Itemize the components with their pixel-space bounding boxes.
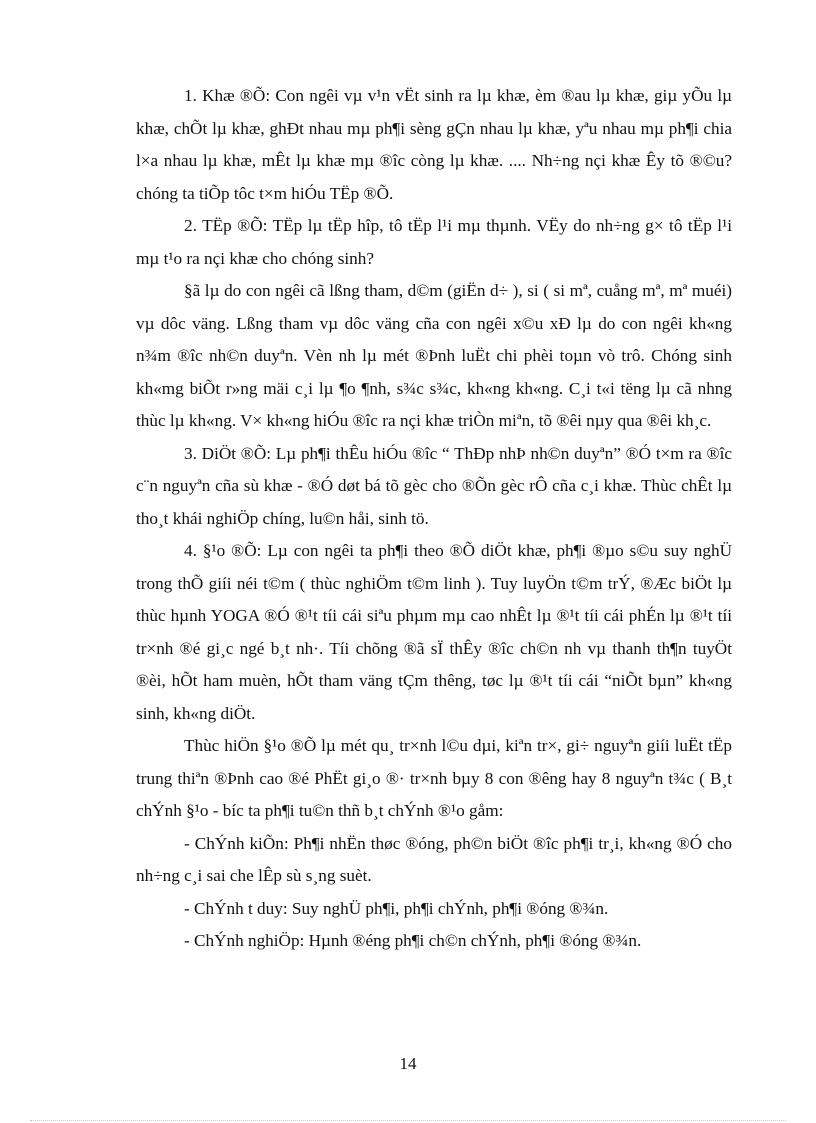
page-number: 14 xyxy=(399,1054,417,1073)
list-item-chinh-nghiep: - ChÝnh nghiÖp: Hµnh ®éng ph¶i ch©n chÝnh, ph¶i ®óng ®¾n. xyxy=(184,931,642,950)
paragraph-tap-de-explanation: §ã lµ do con ngêi cã lßng tham, d©m (giËn d÷ ), si ( si mª, cuång mª, mª muéi) vµ dôc väng. Lßng tham vµ dôc väng cña con ngêi x©u xÐ lµ do con ngêi kh«ng n¾m ®îc nh©n duyªn. Vèn nh lµ mét ®Þnh luËt chi phèi toµn vò trô. Chóng sinh kh«mg biÕt r»ng mäi c¸i lµ ¶o ¶nh, s¾c s¾c, kh«ng kh«ng. C¸i t«i tëng lµ cã nhng thùc lµ kh«ng. V× kh«ng hiÓu ®îc ra nçi khæ triÒn miªn, tõ ®êi nµy qua ®êi kh¸c. xyxy=(136,281,732,430)
paragraph-dao-de: 4. §¹o ®Õ: Lµ con ngêi ta ph¶i theo ®Õ diÖt khæ, ph¶i ®µo s©u suy nghÜ trong thÕ giíi néi t©m ( thùc nghiÖm t©m linh ). Tuy luyÖn t©m trÝ, ®Æc biÖt lµ thùc hµnh YOGA ®Ó ®¹t tíi cái siªu phµm mµ cao nhÊt lµ ®¹t tíi cái phÉn lµ ®¹t tíi tr×nh ®é gi¸c ngé b¸t nh·. Tíi chõng ®ã sÏ thÊy ®îc ch©n nh vµ thanh th¶n tuyÖt ®èi, hÕt ham muèn, hÕt tham väng tÇm thêng, tøc lµ ®¹t tíi cái “niÕt bµn” kh«ng sinh, kh«ng diÖt. xyxy=(136,541,732,723)
body-text xyxy=(136,80,732,958)
list-item-chinh-kien: - ChÝnh kiÕn: Ph¶i nhËn thøc ®óng, ph©n biÖt ®îc ph¶i tr¸i, kh«ng ®Ó cho nh÷ng c¸i sai che lÊp sù s¸ng suèt. xyxy=(136,833,732,885)
list-item-chinh-tu-duy: - ChÝnh t duy: Suy nghÜ ph¶i, ph¶i chÝnh, ph¶i ®óng ®¾n. xyxy=(184,898,609,918)
paragraph-diet-de: 3. DiÖt ®Õ: Lµ ph¶i thÊu hiÓu ®îc “ ThÐp nhÞ nh©n duyªn” ®Ó t×m ra ®îc c¨n nguyªn cña sù khæ - ®Ó døt bá tõ gèc cho ®Õn gèc rÔ cña c¸i khæ. Thùc chÊt lµ tho¸t khái nghiÖp chíng, lu©n håi, sinh tö. xyxy=(136,443,732,528)
paragraph-tap-de: 2. TËp ®Õ: TËp lµ tËp hîp, tô tËp l¹i mµ thµnh. VËy do nh÷ng g× tô tËp l¹i mµ t¹o ra nçi khæ cho chóng sinh? xyxy=(136,216,732,268)
paragraph-bat-chinh-dao: Thùc hiÖn §¹o ®Õ lµ mét qu¸ tr×nh l©u dµi, kiªn tr×, gi÷ nguyªn giíi luËt tËp trung thiªn ®Þnh cao ®é PhËt gi¸o ®· tr×nh bµy 8 con ®êng hay 8 nguyªn t¾c ( B¸t chÝnh §¹o - bíc ta ph¶i tu©n thñ b¸t chÝnh ®¹o gåm: xyxy=(136,736,732,820)
paragraph-kho-de: 1. Khæ ®Õ: Con ngêi vµ v¹n vËt sinh ra lµ khæ, èm ®au lµ khæ, giµ yÕu lµ khæ, chÕt lµ khæ, ghÐt nhau mµ ph¶i sèng gÇn nhau lµ khæ, yªu nhau mµ ph¶i chia l×a nhau lµ khæ, mÊt lµ khæ mµ ®îc còng lµ khæ. .... Nh÷ng nçi khæ Êy tõ ®©u? chóng ta tiÕp tôc t×m hiÓu TËp ®Õ. xyxy=(136,86,732,203)
page-bottom-divider xyxy=(30,1120,786,1121)
